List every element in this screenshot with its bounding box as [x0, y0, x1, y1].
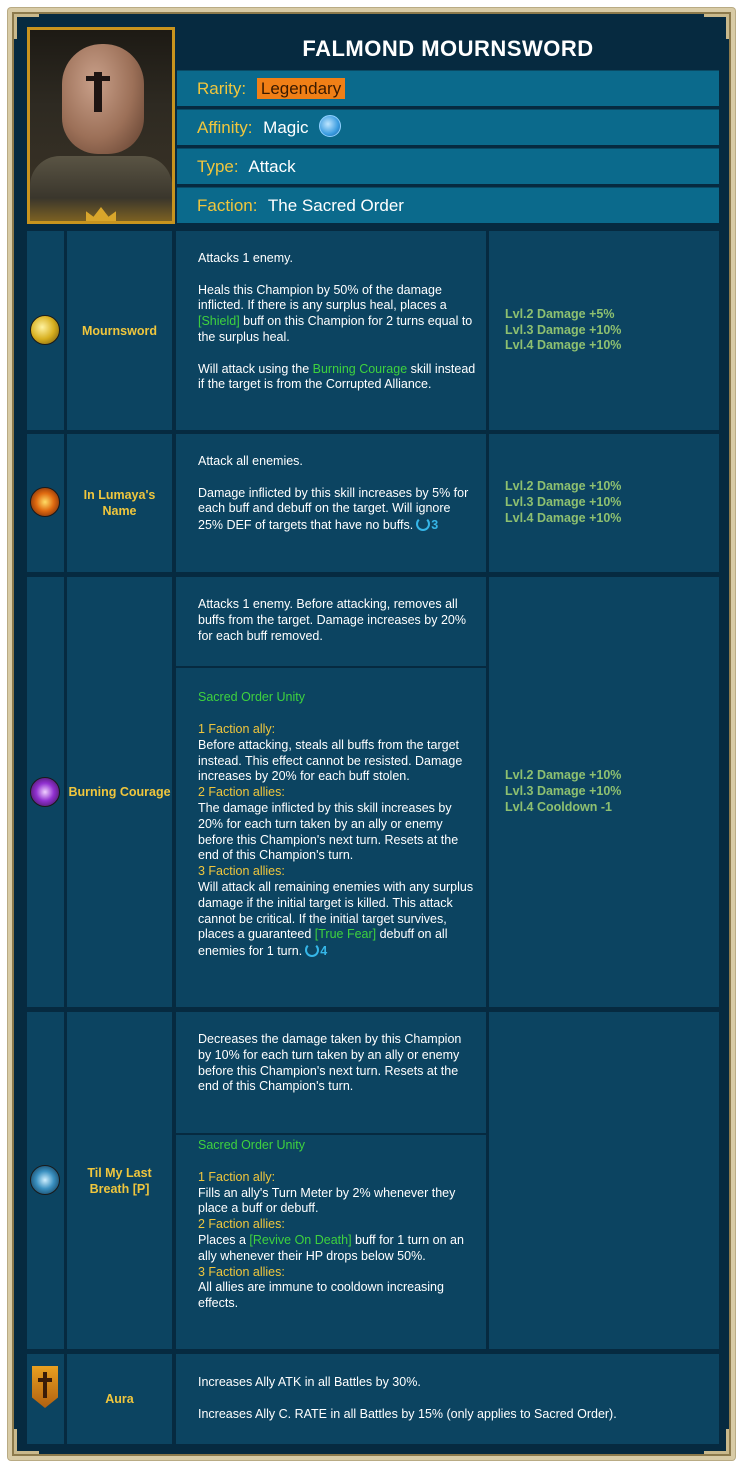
skill-upgrades-burning — [489, 577, 719, 1007]
faction-1-text: Fills an ally's Turn Meter by 2% whenever they place a buff or debuff. — [198, 1185, 456, 1216]
desc-line: Decreases the damage taken by this Champion by 10% for each turn taken by an ally or enemy before this Champion's next turn. Resets at the end of this Champion's turn. — [198, 1032, 462, 1094]
faction-2-label: 2 Faction allies: — [198, 785, 285, 800]
sub-divider — [176, 1133, 486, 1135]
desc-line: Attacks 1 enemy. Before attacking, removes all buffs from the target. Damage increases by 20% for each buff removed. — [198, 597, 466, 643]
faction-3-text: Will attack all remaining enemies with any surplus damage if the initial target is killed. This attack cannot be critical. If the initial target survives, places a guaranteed [True Fear] debuff on all enemies for 1 turn. 4 — [198, 879, 474, 959]
affinity-value: Magic — [263, 118, 309, 137]
cooldown-icon — [305, 943, 319, 957]
skill-name-burning: Burning Courage — [67, 577, 172, 1007]
desc-line: Heals this Champion by 50% of the damage inflicted. If there is any surplus heal, places a [Shield] buff on this Champion for 2 turns equal to the surplus heal. — [198, 282, 473, 344]
type-value: Attack — [248, 157, 296, 176]
desc-line: Damage inflicted by this skill increases by 5% for each buff and debuff on the target. Will ignore 25% DEF of targets that have no buffs. 3 — [198, 485, 469, 533]
last-breath-skill-icon — [30, 1165, 60, 1195]
faction-value: The Sacred Order — [267, 196, 404, 215]
revive-on-death-buff-name: [Revive On Death] — [249, 1232, 352, 1247]
faction-3-label: 3 Faction allies: — [198, 1264, 285, 1279]
cooldown-value: 3 — [431, 518, 439, 533]
aura-icon-cell — [27, 1354, 64, 1444]
faction-3-label: 3 Faction allies: — [198, 864, 285, 879]
true-fear-debuff-name: [True Fear] — [314, 927, 377, 942]
cooldown-value: 4 — [320, 944, 328, 959]
upgrade-line: Lvl.4 Damage +10% — [505, 338, 622, 353]
faction-1-label: 1 Faction ally: — [198, 721, 276, 736]
skill-upgrades-mournsword — [489, 231, 719, 430]
portrait-head — [62, 44, 144, 154]
faction-1-text: Before attacking, steals all buffs from the target instead. This effect cannot be resisted. Damage increases by 20% for each buff stolen. — [198, 737, 463, 784]
skill-description-burning — [176, 577, 486, 1007]
upgrade-line: Lvl.2 Damage +10% — [505, 768, 622, 783]
skill-upgrades-lastbreath — [489, 1012, 719, 1349]
lumaya-skill-icon — [30, 487, 60, 517]
aura-icon — [32, 1366, 58, 1408]
magic-affinity-icon — [319, 115, 341, 137]
skill-description-mournsword — [176, 231, 486, 430]
portrait-tattoo — [86, 76, 110, 81]
aura-line: Increases Ally ATK in all Battles by 30%. — [198, 1375, 421, 1389]
skill-description-lastbreath — [176, 1012, 486, 1349]
sword-icon — [43, 1372, 47, 1398]
type-label: Type: — [197, 157, 239, 176]
rarity-row — [177, 70, 719, 106]
upgrade-line: Lvl.2 Damage +10% — [505, 479, 622, 494]
champion-portrait — [27, 27, 175, 224]
skill-description-lumaya — [176, 434, 486, 572]
faction-2-text: Places a [Revive On Death] buff for 1 turn on an ally whenever their HP drops below 50%. — [198, 1232, 464, 1263]
skill-name-aura: Aura — [67, 1354, 172, 1444]
faction-2-label: 2 Faction allies: — [198, 1217, 285, 1232]
skill-name-lastbreath: Til My Last Breath [P] — [67, 1012, 172, 1349]
affinity-row — [177, 109, 719, 145]
skill-icon-cell — [27, 577, 64, 1007]
burning-courage-skill-icon — [30, 777, 60, 807]
rarity-label: Rarity: — [197, 79, 247, 98]
skill-upgrades-lumaya — [489, 434, 719, 572]
shield-buff-name: [Shield] — [198, 314, 240, 329]
faction-row — [177, 187, 719, 223]
upgrade-line: Lvl.2 Damage +5% — [505, 306, 615, 321]
faction-1-label: 1 Faction ally: — [198, 1169, 276, 1184]
sub-divider — [176, 666, 486, 668]
sword-guard — [38, 1378, 52, 1382]
aura-description — [176, 1354, 719, 1444]
upgrade-line: Lvl.3 Damage +10% — [505, 495, 622, 510]
desc-line: Attacks 1 enemy. — [198, 251, 293, 265]
skill-icon-cell — [27, 434, 64, 572]
upgrade-line: Lvl.3 Damage +10% — [505, 784, 622, 799]
burning-courage-link: Burning Courage — [312, 361, 408, 376]
upgrade-line: Lvl.4 Cooldown -1 — [505, 799, 612, 814]
desc-line: Will attack using the Burning Courage skill instead if the target is from the Corrupted Alliance. — [198, 361, 476, 392]
desc-line: Attack all enemies. — [198, 454, 303, 468]
upgrade-line: Lvl.3 Damage +10% — [505, 322, 622, 337]
faction-2-text: The damage inflicted by this skill increases by 20% for each turn taken by an ally or enemy before this Champion's next turn. Resets at the end of this Champion's turn. — [198, 800, 459, 863]
unity-title: Sacred Order Unity — [198, 690, 305, 705]
type-row — [177, 148, 719, 184]
skill-icon-cell — [27, 1012, 64, 1349]
faction-3-text: All allies are immune to cooldown increasing effects. — [198, 1280, 444, 1311]
upgrade-line: Lvl.4 Damage +10% — [505, 510, 622, 525]
unity-title: Sacred Order Unity — [198, 1138, 305, 1153]
skill-icon-cell — [27, 231, 64, 430]
rarity-value: Legendary — [257, 78, 345, 99]
skill-name-lumaya: In Lumaya's Name — [67, 434, 172, 572]
aura-line: Increases Ally C. RATE in all Battles by 15% (only applies to Sacred Order). — [198, 1406, 617, 1421]
cooldown-icon — [416, 517, 430, 531]
affinity-label: Affinity: — [197, 118, 253, 137]
mournsword-skill-icon — [30, 315, 60, 345]
champion-name: FALMOND MOURNSWORD — [177, 27, 719, 70]
faction-label: Faction: — [197, 196, 258, 215]
skill-name-mournsword: Mournsword — [67, 231, 172, 430]
